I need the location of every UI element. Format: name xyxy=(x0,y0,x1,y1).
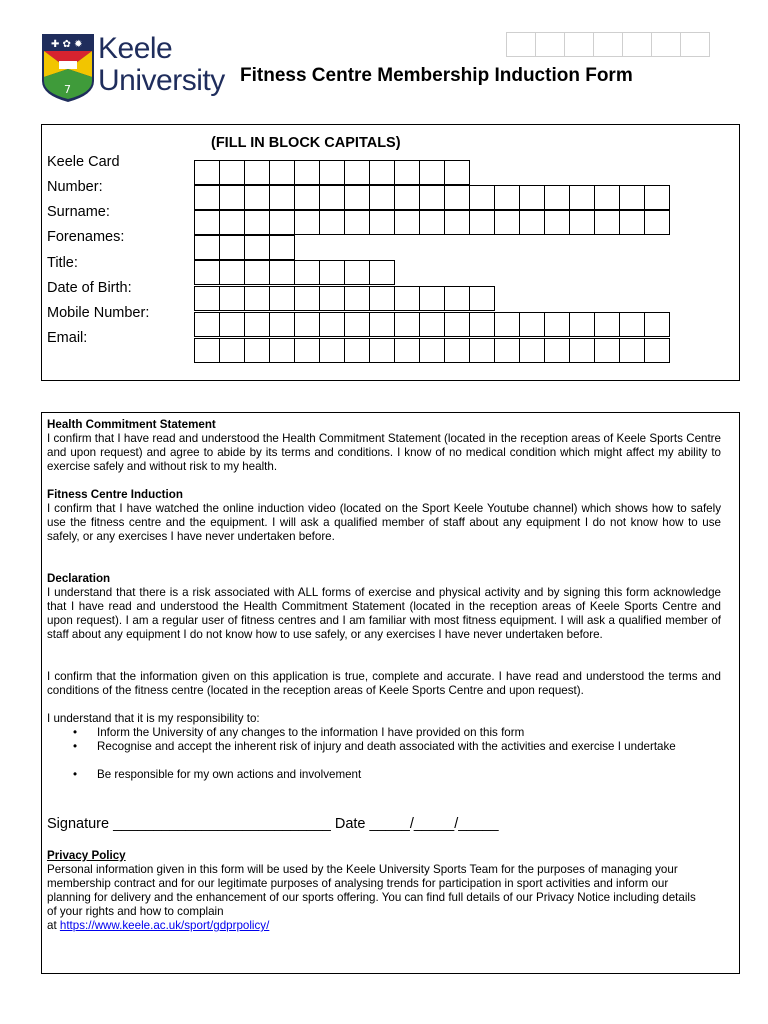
character-box[interactable] xyxy=(294,260,320,285)
character-box[interactable] xyxy=(394,185,420,210)
character-box[interactable] xyxy=(419,312,445,337)
title-boxes[interactable] xyxy=(195,236,295,260)
character-box[interactable] xyxy=(594,185,620,210)
character-box[interactable] xyxy=(544,210,570,235)
character-box[interactable] xyxy=(319,160,345,185)
character-box[interactable] xyxy=(469,312,495,337)
character-box[interactable] xyxy=(244,260,270,285)
character-box[interactable] xyxy=(494,338,520,363)
character-box[interactable] xyxy=(494,185,520,210)
fitness-induction-text: I confirm that I have watched the online induction video (located on the Sport Keele Youtube channel) which shows how to safely use the fitness centre and the equipment. I will ask a qualified member of staff about any equipment I do not know how to use safely, or any exercises I have never undertaken before. xyxy=(47,502,721,543)
character-box[interactable] xyxy=(219,260,245,285)
character-box[interactable] xyxy=(244,235,270,260)
character-box[interactable] xyxy=(444,185,470,210)
svg-text:7: 7 xyxy=(64,83,71,96)
character-box[interactable] xyxy=(369,185,395,210)
character-box[interactable] xyxy=(569,338,595,363)
privacy-policy-text xyxy=(47,863,707,933)
character-box[interactable] xyxy=(294,312,320,337)
character-box[interactable] xyxy=(319,210,345,235)
brand-wordmark-university: University xyxy=(98,64,225,97)
list-item xyxy=(73,740,721,754)
email-boxes-line-2[interactable] xyxy=(195,339,670,363)
health-commitment-text: I confirm that I have read and understood the Health Commitment Statement (located in the reception areas of Keele Sports Centre and upon request) and agree to abide by its terms and conditions. I know of no medical condition which might affect my ability to exercise safely and without risk to my health. xyxy=(47,432,721,473)
character-box[interactable] xyxy=(344,210,370,235)
character-box[interactable] xyxy=(469,185,495,210)
character-box[interactable] xyxy=(444,286,470,311)
character-box[interactable] xyxy=(394,286,420,311)
label-surname: Surname: xyxy=(47,204,110,220)
character-box[interactable] xyxy=(344,185,370,210)
character-box[interactable] xyxy=(219,235,245,260)
character-box[interactable] xyxy=(369,312,395,337)
responsibility-item-risk: Recognise and accept the inherent risk of injury and death associated with the activities and exercise I undertake xyxy=(97,740,676,753)
character-box[interactable] xyxy=(194,312,220,337)
character-box[interactable] xyxy=(194,185,220,210)
character-box[interactable] xyxy=(344,312,370,337)
label-number: Number: xyxy=(47,179,103,195)
label-email: Email: xyxy=(47,330,88,346)
character-box[interactable] xyxy=(419,185,445,210)
character-box[interactable] xyxy=(594,210,620,235)
character-box[interactable] xyxy=(244,312,270,337)
character-box[interactable] xyxy=(219,338,245,363)
character-box[interactable] xyxy=(344,338,370,363)
label-date-of-birth: Date of Birth: xyxy=(47,280,132,296)
privacy-policy-body: Personal information given in this form will be used by the Keele University Sports Team for the purposes of managing your membership contract and for our legitimate purposes of analysing trends for participation in sport activities and inform our planning for delivery and the enhancement of our sports offering. You can find full details of our Privacy Notice including details of your rights and how to complain xyxy=(47,863,696,918)
character-box[interactable] xyxy=(619,210,645,235)
character-box[interactable] xyxy=(294,210,320,235)
declaration-text: I understand that there is a risk associated with ALL forms of exercise and physical activity and by signing this form acknowledge that I have read and understood the Health Commitment Statement (located in the reception areas of Keele Sports Centre and upon request). I am a regular user of fitness centres and I am familiar with most fitness equipment. I will ask a qualified member of staff about any equipment I do not know how to use safely, or any exercises I have never undertaken before. xyxy=(47,586,721,641)
character-box[interactable] xyxy=(619,338,645,363)
character-box[interactable] xyxy=(644,185,670,210)
keele-card-number-boxes[interactable] xyxy=(195,161,470,185)
date-of-birth-boxes[interactable] xyxy=(195,261,395,285)
character-box[interactable] xyxy=(469,338,495,363)
character-box[interactable] xyxy=(244,210,270,235)
forenames-boxes[interactable] xyxy=(195,211,670,235)
character-box[interactable] xyxy=(219,185,245,210)
character-box[interactable] xyxy=(644,338,670,363)
character-box[interactable] xyxy=(219,286,245,311)
information-confirmation-text: I confirm that the information given on this application is true, complete and accurate. I have read and understood the terms and conditions of the fitness centre (located in the reception areas of Keele Sports Centre and upon request). xyxy=(47,670,721,697)
character-box[interactable] xyxy=(369,260,395,285)
character-box[interactable] xyxy=(569,210,595,235)
character-box[interactable] xyxy=(444,160,470,185)
bullet-icon: • xyxy=(73,768,78,781)
character-box[interactable] xyxy=(369,160,395,185)
health-commitment-heading: Health Commitment Statement xyxy=(47,418,216,431)
character-box[interactable] xyxy=(469,210,495,235)
character-box[interactable] xyxy=(269,160,295,185)
character-box[interactable] xyxy=(294,286,320,311)
character-box[interactable] xyxy=(269,185,295,210)
character-box[interactable] xyxy=(269,235,295,260)
character-box[interactable] xyxy=(569,185,595,210)
character-box[interactable] xyxy=(544,338,570,363)
bullet-icon: • xyxy=(73,740,78,753)
character-box[interactable] xyxy=(194,260,220,285)
keele-crest-logo xyxy=(41,33,95,103)
character-box[interactable] xyxy=(644,312,670,337)
label-forenames: Forenames: xyxy=(47,229,125,245)
label-title: Title: xyxy=(47,255,78,271)
fitness-induction-heading: Fitness Centre Induction xyxy=(47,488,183,501)
character-box[interactable] xyxy=(319,185,345,210)
character-box[interactable] xyxy=(319,312,345,337)
character-box[interactable] xyxy=(494,210,520,235)
character-box[interactable] xyxy=(269,260,295,285)
character-box[interactable] xyxy=(319,286,345,311)
character-box[interactable] xyxy=(444,312,470,337)
label-mobile-number: Mobile Number: xyxy=(47,305,150,321)
list-item xyxy=(73,726,721,740)
svg-text:✚ ✿ ✹: ✚ ✿ ✹ xyxy=(51,39,83,50)
character-box[interactable] xyxy=(294,338,320,363)
character-box[interactable] xyxy=(269,210,295,235)
character-box[interactable] xyxy=(269,312,295,337)
bullet-icon: • xyxy=(73,726,78,739)
character-box[interactable] xyxy=(394,210,420,235)
character-box[interactable] xyxy=(519,185,545,210)
character-box[interactable] xyxy=(244,286,270,311)
character-box[interactable] xyxy=(194,286,220,311)
character-box[interactable] xyxy=(344,160,370,185)
character-box[interactable] xyxy=(319,260,345,285)
character-box[interactable] xyxy=(194,338,220,363)
character-box[interactable] xyxy=(244,338,270,363)
character-box[interactable] xyxy=(469,286,495,311)
character-box[interactable] xyxy=(219,312,245,337)
privacy-at: at xyxy=(47,919,60,932)
email-boxes-line-1[interactable] xyxy=(195,313,670,337)
character-box[interactable] xyxy=(244,185,270,210)
privacy-policy-heading: Privacy Policy xyxy=(47,849,126,862)
character-box[interactable] xyxy=(244,160,270,185)
signature-date-line[interactable]: Signature ___________________________ Date _____/_____/_____ xyxy=(47,816,499,832)
character-box[interactable] xyxy=(294,185,320,210)
character-box[interactable] xyxy=(269,286,295,311)
declaration-heading: Declaration xyxy=(47,572,111,585)
character-box[interactable] xyxy=(369,210,395,235)
character-box[interactable] xyxy=(419,286,445,311)
character-box[interactable] xyxy=(419,210,445,235)
brand-wordmark-keele: Keele xyxy=(98,32,173,65)
character-box[interactable] xyxy=(344,260,370,285)
list-item xyxy=(73,768,721,782)
character-box[interactable] xyxy=(619,312,645,337)
character-box[interactable] xyxy=(569,312,595,337)
responsibility-intro: I understand that it is my responsibility to: xyxy=(47,712,260,725)
character-box[interactable] xyxy=(594,338,620,363)
block-capitals-instruction: (FILL IN BLOCK CAPITALS) xyxy=(211,135,401,151)
character-box[interactable] xyxy=(644,210,670,235)
character-box[interactable] xyxy=(594,312,620,337)
character-box[interactable] xyxy=(394,338,420,363)
character-box[interactable] xyxy=(519,210,545,235)
character-box[interactable] xyxy=(194,235,220,260)
character-box[interactable] xyxy=(194,210,220,235)
character-box[interactable] xyxy=(419,160,445,185)
character-box[interactable] xyxy=(619,185,645,210)
form-title: Fitness Centre Membership Induction Form xyxy=(240,65,633,86)
character-box[interactable] xyxy=(519,338,545,363)
character-box[interactable] xyxy=(419,338,445,363)
character-box[interactable] xyxy=(294,160,320,185)
surname-boxes[interactable] xyxy=(195,186,670,210)
character-box[interactable] xyxy=(269,338,295,363)
character-box[interactable] xyxy=(519,312,545,337)
character-box[interactable] xyxy=(394,160,420,185)
character-box[interactable] xyxy=(494,312,520,337)
label-keele-card: Keele Card xyxy=(47,154,120,170)
responsibility-item-inform: Inform the University of any changes to the information I have provided on this form xyxy=(97,726,525,739)
character-box[interactable] xyxy=(544,185,570,210)
privacy-policy-link[interactable]: https://www.keele.ac.uk/sport/gdprpolicy/ xyxy=(59,919,270,932)
character-box[interactable] xyxy=(219,210,245,235)
character-box[interactable] xyxy=(444,338,470,363)
character-box[interactable] xyxy=(544,312,570,337)
character-box[interactable] xyxy=(369,286,395,311)
character-box[interactable] xyxy=(219,160,245,185)
character-box[interactable] xyxy=(394,312,420,337)
mobile-number-boxes[interactable] xyxy=(195,287,495,311)
character-box[interactable] xyxy=(194,160,220,185)
character-box[interactable] xyxy=(344,286,370,311)
character-box[interactable] xyxy=(319,338,345,363)
responsibility-item-actions: Be responsible for my own actions and involvement xyxy=(97,768,362,781)
character-box[interactable] xyxy=(444,210,470,235)
office-use-boxes xyxy=(507,32,710,57)
character-box[interactable] xyxy=(369,338,395,363)
